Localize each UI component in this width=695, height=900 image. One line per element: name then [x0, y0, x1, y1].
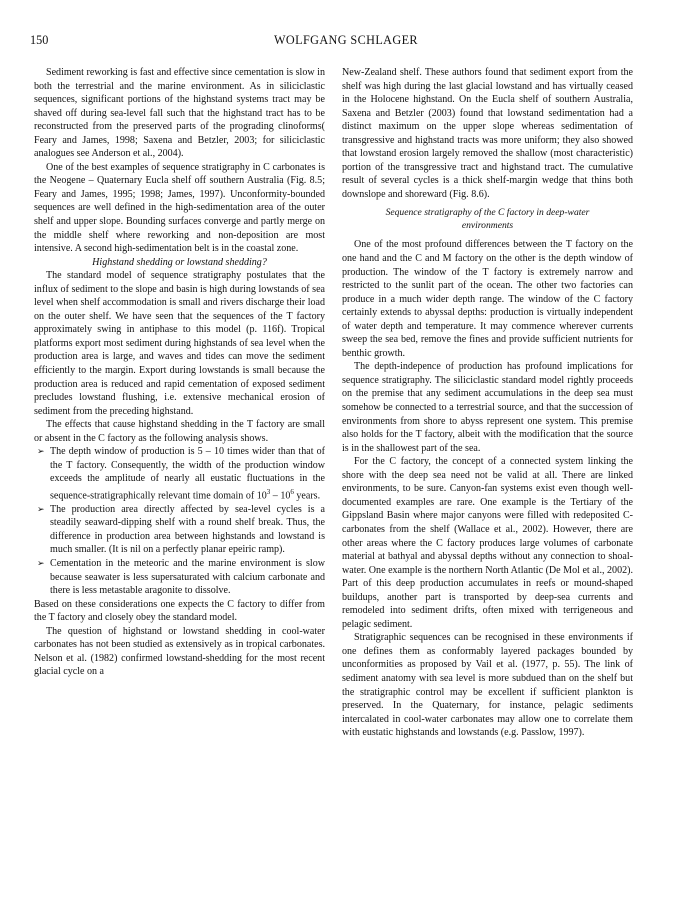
left-paragraph-4: The effects that cause highstand shedding in the T factory are small or absent in the C factory as the following analysis shows.	[34, 419, 325, 444]
left-paragraph-3: The standard model of sequence stratigraphy postulates that the influx of sediment to the slope and basin is high during lowstands of sea level when shelf accommodation is small and rivers discharge their load on the outer shelf. We have seen that the sequences of the T factory approximately swing in antiphase to this model (p. 116f). Tropical platforms export most sediment during highstands of sea level when the production area is large, and waves and tides can move the sediment efficiently to the margin. Export during lowstands is small because the production area is reduced and rapid cementation of exposed sediment precludes lowstand flushing, i.e. extensive mechanical erosion of sediment from the preceding highstand.	[34, 270, 325, 417]
list-item	[34, 503, 325, 557]
superscript-exponent: 3	[266, 487, 271, 496]
right-column	[342, 66, 633, 740]
bullet-list	[34, 445, 325, 597]
arrow-bullet-icon: ➢	[37, 558, 45, 569]
superscript-exponent: 6	[290, 487, 294, 496]
bullet-text-after: years.	[293, 490, 321, 502]
arrow-bullet-icon: ➢	[37, 503, 45, 514]
section-heading-deep-water	[342, 207, 633, 232]
right-paragraph-5: Stratigraphic sequences can be recognised in these environments if one defines them as conformably layered packages bounded by unconformities as proposed by Vail et al. (1977, p. 55). The link of sediment anatomy with sea level is more subdued than on the shelf but the stratigraphic control may be excellent if sufficient plankton is preserved. In the Quaternary, for instance, pelagic sediments intercalated in cool-water carbonates may allow one to correlate them with eustatic highstands and lowstands (e.g. Passlow, 1997).	[342, 632, 633, 739]
running-head: WOLFGANG SCHLAGER	[274, 33, 418, 47]
list-item	[34, 557, 325, 598]
right-paragraph-3: The depth-indepence of production has profound implications for sequence stratigraphy. The siliciclastic standard model rightly proceeds on the premise that any sediment accumulations in the deep sea must somehow be connected to a terrestrial source, and that the succession of environments from shore to abyss represent one system. This premise also holds for the T factory, albeit with the modification that the source is in the shallowest part of the sea.	[342, 361, 633, 454]
right-paragraph-2: One of the most profound differences between the T factory on the one hand and the C and M factory on the other is the depth window of production. The window of the T factory is extremely narrow and restricted to the sunlit part of the ocean. The other two factories can produce in a much wider depth range. The window of the C factory certainly extends to abyssal depths: production is virtually independent of water depth and temperature. It may commence wherever currents sweep the sea bed, remove the fines and provide sufficient nutrients for benthic growth.	[342, 239, 633, 359]
right-paragraph-1: New-Zealand shelf. These authors found that sediment export from the shelf was high during the last glacial lowstand and has virtually ceased in the Holocene highstand. On the Eucla shelf of southern Australia, Saxena and Betzler (2003) found that lowstand sedimentation had a distinct maximum on the upper slope whereas sedimentation of transgressive and highstand tracts was more uniform; they also showed that lowstand erosion largely removed the shallow (most characteristic) portion of the transgressive tract and highstand tract. The cumulative result of several cycles is a thick shelf-margin wedge that thins both downslope and shoreward (Fig. 8.6).	[342, 67, 633, 200]
bullet-text-before: The depth window of production is 5 – 10 times wider than that of the T factory. Consequently, the width of the production window exceeds the amplitude of nearly all eustatic fluctuations in the sequence-stratigraphically relevant time domain of 10	[50, 446, 325, 502]
bullet-text-mid: – 10	[270, 490, 291, 502]
right-paragraph-4: For the C factory, the concept of a connected system linking the shore with the deep sea need not be valid at all. There are linked environments, to be sure. Canyon-fan systems exist even though well-documented examples are rare. One example is the Tertiary of the Gippsland Basin where major canyons were filled with redeposited C-carbonates from the shelf (Wallace et al., 2002). However, there are other areas where the C factory produces large volumes of carbonate material at bathyal and abyssal depths without any connection to shoal-water. One example is the northern North Atlantic (De Mol et al., 2002). Part of this deep production accumulates in reefs or mound-shaped buildups, another part is transported by deep-sea currents and remodeled into sediment drifts, often mixed with terrigeneous and pelagic sediment.	[342, 456, 633, 630]
left-paragraph-6: The question of highstand or lowstand shedding in cool-water carbonates has not been studied as extensively as in tropical carbonates. Nelson et al. (1982) confirmed lowstand-shedding for the most recent glacial cycle on a	[34, 625, 325, 678]
bullet-text: The production area directly affected by sea-level cycles is a steadily seaward-dipping shelf with a round shelf break. Thus, the difference in production area between highstands and lowstand is much smaller. (It is nil on a perfectly planar epeiric ramp).	[50, 503, 325, 556]
left-paragraph-1: Sediment reworking is fast and effective since cementation is slow in both the terrestrial and the marine environment. As in siliciclastic sequences, significant portions of the highstand systems tract may be shaved off during sea-level fall such that the highstand tract has to be reconstructed from the preserved parts of the prograding clinoforms( Feary and James, 1998; Saxena and Betzler, 2003; for siliciclastic analogues see Anderson et al., 2004).	[34, 67, 325, 160]
left-paragraph-5: Based on these considerations one expects the C factory to differ from the T factory and closely obey the standard model.	[34, 598, 325, 624]
left-column	[34, 66, 325, 679]
section-heading-highstand-shedding: Highstand shedding or lowstand shedding?	[92, 256, 267, 268]
list-item	[34, 445, 325, 503]
arrow-bullet-icon: ➢	[37, 446, 45, 457]
heading-line-2: environments	[461, 219, 514, 231]
page-number: 150	[30, 33, 49, 47]
page-header	[30, 33, 662, 49]
left-paragraph-2: One of the best examples of sequence stratigraphy in C carbonates is the Neogene – Quaternary Eucla shelf off southern Australia (Fig. 8.5; Feary and James, 1995; 1998; James, 1997). Unconformity-bounded sequences are well defined in the high-sedimentation area of the outer shelf and upper slope. Bounding surfaces converge and partly merge on the middle shelf where reworking and non-deposition are most intensive. A second high-sedimentation belt is in the coastal zone.	[34, 161, 325, 255]
bullet-text: Cementation in the meteoric and the marine environment is slow because seawater is less supersaturated with calcium carbonate and there is less metastable aragonite to dissolve.	[50, 558, 325, 597]
heading-line-1: Sequence stratigraphy of the C factory in deep-water	[385, 207, 590, 219]
